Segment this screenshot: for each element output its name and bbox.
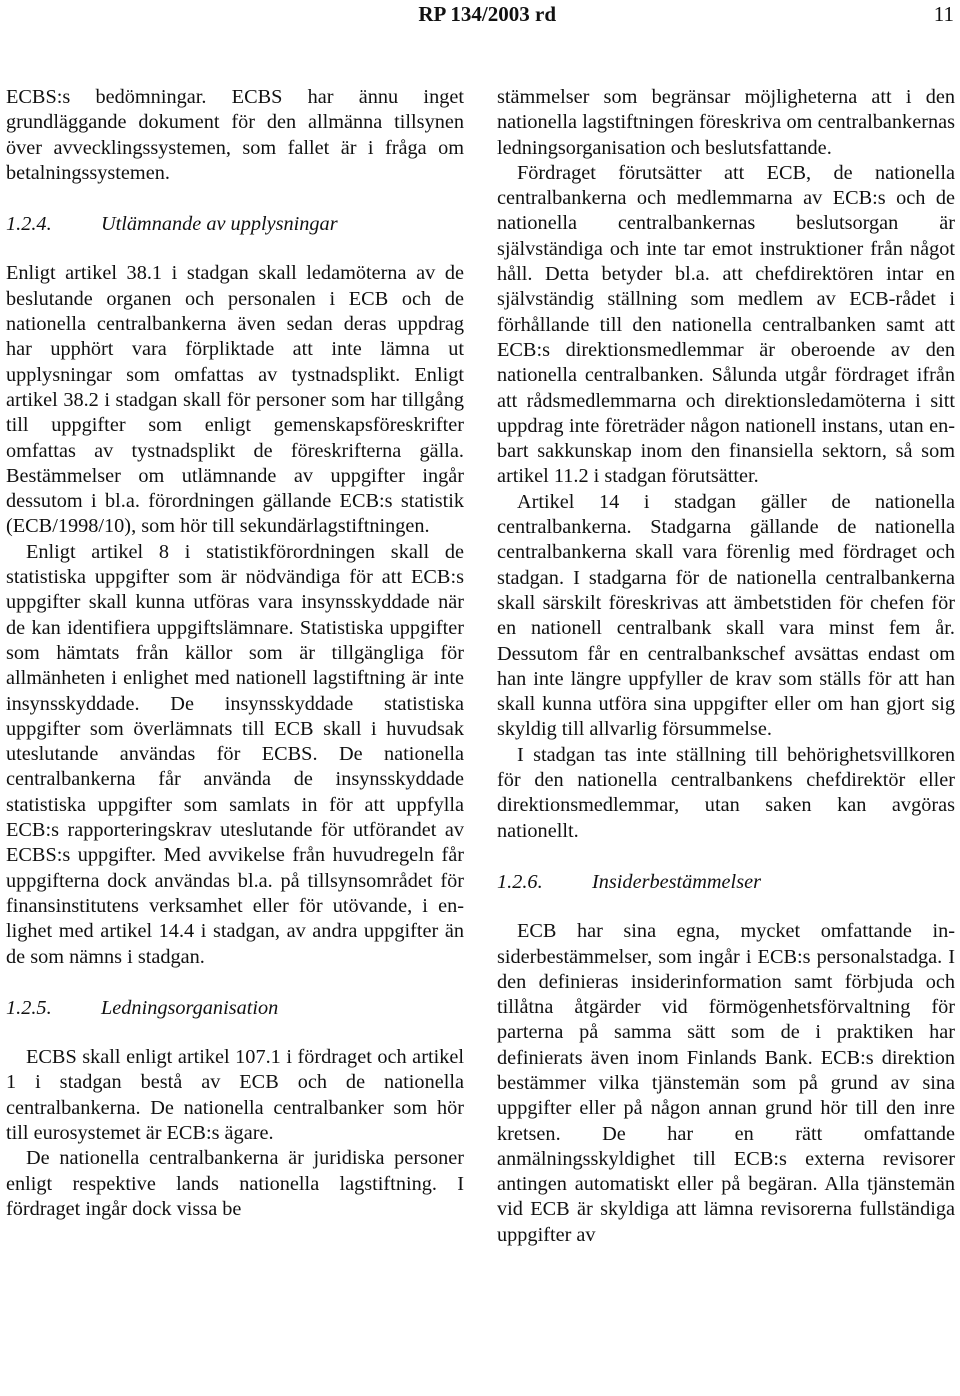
section-title: Insiderbestämmelser xyxy=(592,870,761,893)
section-heading-1-2-6 xyxy=(497,870,955,895)
paragraph: stämmelser som begränsar möjligheterna att i den nationella lagstiftningen föreskriva om centralbankernas ledningsorganisation och beslutsfattande. xyxy=(497,86,955,159)
paragraph: I stadgan tas inte ställning till behörighetsvillkoren för den nationella centralbankens chefdirektör eller direktionsmedlemmar, utan saken kan avgöras nationellt. xyxy=(497,743,955,842)
paragraph: ECBS:s bedömningar. ECBS har ännu inget grundläggande dokument för den allmänna tillsynen över avvecklingssystemen, som fallet är i fråga om betalningssystemen. xyxy=(6,86,464,184)
paragraph: Enligt artikel 38.1 i stadgan skall ledamöterna av de beslutande organen och personalen i ECB och de nationella centralbankerna även sedan deras uppdrag har upphört vara förpliktade att inte lämna ut upplysningar som omfattas av tystnadsplikt. Enligt artikel 38.2 i stadgan skall för personer som har tillgång till uppgifter som enligt gemenskapsföreskrifter omfattas av tystnadsplikt de föreskrifterna gälla. Bestämmelser om utlämnande av uppgifter ingår dessutom i bl.a. förordningen gällande ECB:s statistik (ECB/1998/10), som hör till sekundärlagstiftningen. xyxy=(6,262,464,538)
page-header xyxy=(0,0,960,30)
paragraph: Enligt artikel 8 i statistikförordningen skall de statistiska uppgifter som är nödvändiga för att ECB:s uppgifter skall kunna utföras vara insynsskyddade när de kan identifiera uppgiftslämnare. Statistiska uppgifter som hämtats från källor som är tillgängliga för allmänheten i enlighet med nationell lagstiftning är inte insynsskyddade. De insynsskyddade statistiska uppgifter som överlämnats till ECB skall i huvudsak uteslutande användas för ECBS. De nationella centralbankerna får använda de insynsskyddade statistiska uppgifter som samlats in för att uppfylla ECB:s rapporteringskrav uteslutande för utförandet av ECBS:s uppgifter. Med avvikelse från huvudregeln får uppgifterna dock användas bl.a. på tillsynsområdet för finansinstitutens verksamhet eller för utövande, i enlighet med artikel 14.4 i stadgan, av andra uppgifter än de som nämns i stadgan. xyxy=(6,540,464,968)
section-number: 1.2.4. xyxy=(6,213,52,236)
section-heading-1-2-4 xyxy=(6,212,464,237)
document-id: RP 134/2003 rd xyxy=(418,2,556,26)
section-number: 1.2.6. xyxy=(497,870,543,893)
paragraph: Artikel 14 i stadgan gäller de nationella centralbankerna. Stadgarna gällande de nationella centralbankerna skall vara förenlig med fördraget och stadgan. I stadgarna för de nationella centralbankerna skall särskilt föreskrivas att ämbetstiden för chefen för en nationell centralbank skall vara minst fem år. Dessutom får en centralbankschef avsättas endast om han inte längre uppfyller de krav som ställs för att han skall kunna utföra sina uppgifter eller om han gjort sig skyldig till allvarlig försummelse. xyxy=(497,490,955,741)
left-column xyxy=(6,85,464,1222)
section-number: 1.2.5. xyxy=(6,996,52,1019)
paragraph: De nationella centralbankerna är juridiska personer enligt respektive lands nationella lagstiftning. I fördraget ingår dock vissa be xyxy=(6,1147,464,1220)
section-title: Ledningsorganisation xyxy=(101,996,279,1019)
section-heading-1-2-5 xyxy=(6,996,464,1021)
page-number: 11 xyxy=(933,2,954,26)
paragraph: ECB har sina egna, mycket omfattande insiderbestämmelser, som ingår i ECB:s personalstadga. I den definieras insiderinformation samt förbjuda och tillåtna åtgärder vid förmögenhetsförvaltning för parterna på samma sätt som de i praktiken har definierats även inom Finlands Bank. ECB:s direktion bestämmer vilka tjänstemän som på grund av sina uppgifter eller på någon annan grund hör till den inre kretsen. De har en rätt omfattande anmälningsskyldighet till ECB:s externa revisorer antingen automatiskt eller på begäran. Alla tjänstemän vid ECB är skyldiga att lämna revisorerna fullständiga uppgifter av xyxy=(497,920,955,1246)
paragraph: Fördraget förutsätter att ECB, de nationella centralbankerna och medlemmarna av ECB:s och de nationella centralbankernas beslutsorgan är självständiga och inte tar emot instruktioner från något håll. Detta betyder bl.a. att chefdirektören intar en självständig ställning som medlem av ECB-rådet i förhållande till den nationella centralbanken samt att ECB:s direktionsmedlemmar är oberoende av den nationella centralbanken. Sålunda utgår fördraget ifrån att rådsmedlemmarna och direktionsledamöterna i sitt uppdrag inte företräder någon nationell instans, utan enbart sakkunskap inom den finansiella sektorn, så som artikel 11.2 i stadgan förutsätter. xyxy=(497,161,955,488)
section-title: Utlämnande av upplysningar xyxy=(101,213,338,236)
right-column xyxy=(497,85,955,1248)
paragraph: ECBS skall enligt artikel 107.1 i fördraget och artikel 1 i stadgan bestå av ECB och de nationella centralbankerna. De nationella centralbanker som hör till eurosystemet är ECB:s ägare. xyxy=(6,1046,464,1144)
